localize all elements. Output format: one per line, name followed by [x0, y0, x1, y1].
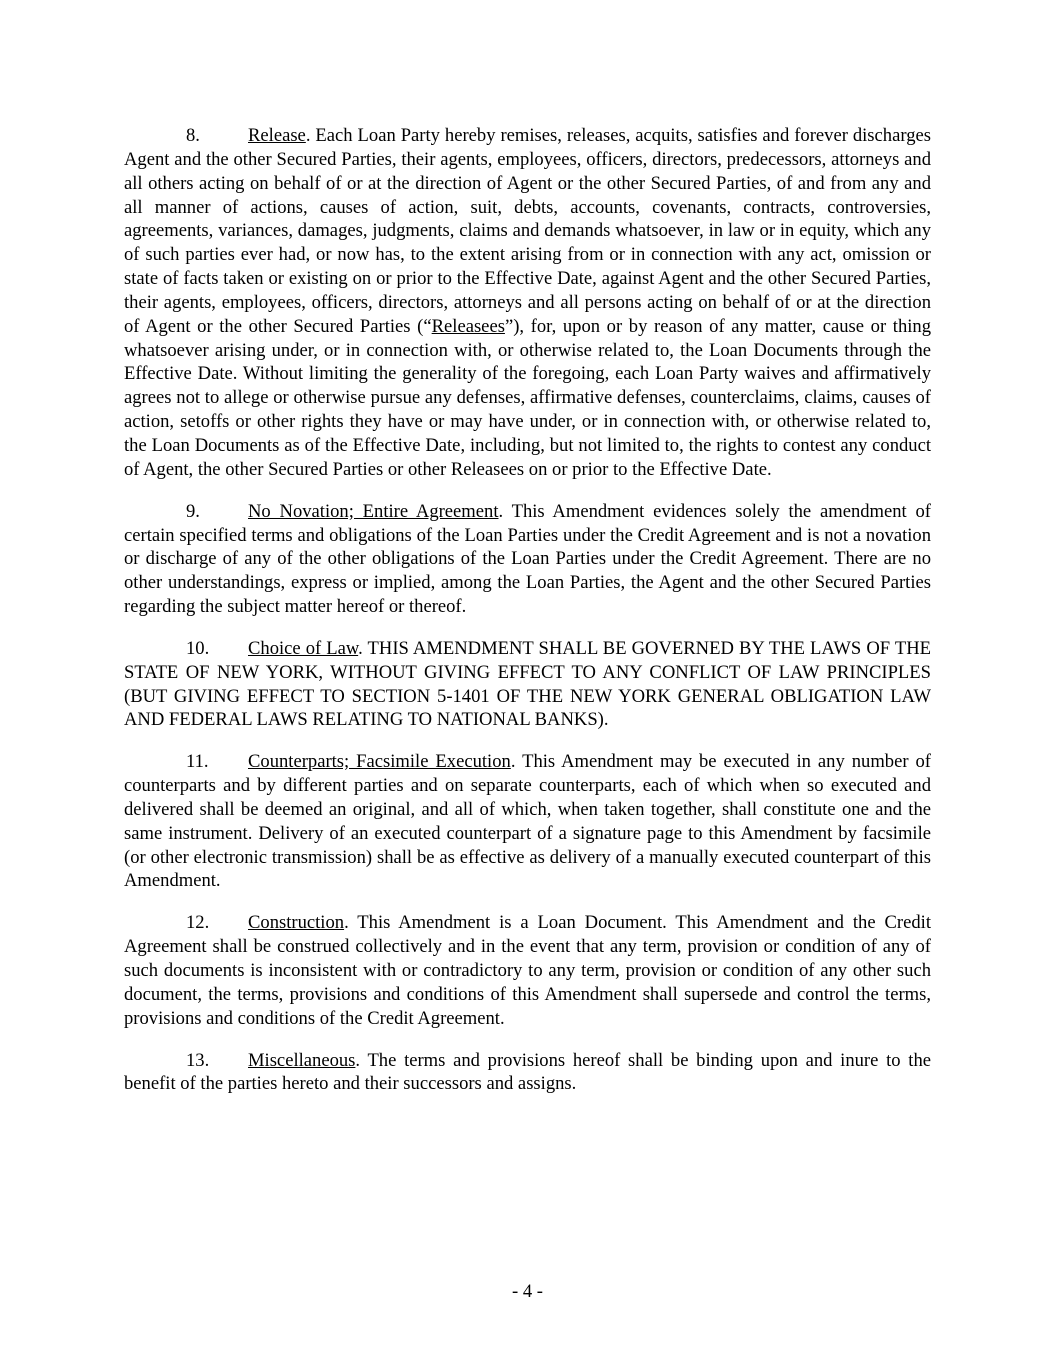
- section-number: 8.: [186, 125, 200, 146]
- document-page: [124, 124, 931, 1114]
- section-text: ”), for, upon or by reason of any matter, cause or thing whatsoever arising under, or in connection with, or otherwise related to, the Loan Documents through the Effective Date. Without limiting the generality of the foregoing, each Loan Party waives and affirmatively agrees not to allege or otherwise pursue any defenses, affirmative defenses, counterclaims, claims, causes of action, setoffs or other rights they have or may have under, or in connection with, or otherwise related to, the Loan Documents as of the Effective Date, including, but not limited to, the rights to contest any conduct of Agent, the other Secured Parties or other Releasees on or prior to the Effective Date.: [124, 315, 932, 480]
- section-text: . Each Loan Party hereby remises, releases, acquits, satisfies and forever discharges Agent and the other Secured Parties, their agents, employees, officers, directors, predecessors, attorneys and all others acting on behalf of or at the direction of Agent or the other Secured Parties, of and from any and all manner of actions, causes of action, suit, debts, accounts, covenants, contracts, controversies, agreements, variances, damages, judgments, claims and demands whatsoever, in law or in equity, which any of such parties ever had, or now has, to the extent arising from or in connection with any act, omission or state of facts taken or existing on or prior to the Effective Date, against Agent and the other Secured Parties, their agents, employees, officers, directors, attorneys and all persons acting on behalf of or at the direction of Agent or the other Secured Parties (“: [124, 125, 931, 337]
- section-text: . This Amendment is a Loan Document. This Amendment and the Credit Agreement shall be construed collectively and in the event that any term, provision or condition of any of such documents is inconsistent with or contradictory to any term, provision or condition of any other such document, the terms, provisions and conditions of this Amendment shall supersede and control the terms, provisions and conditions of the Credit Agreement.: [124, 912, 931, 1029]
- section-number: 11.: [186, 751, 209, 773]
- section-heading: Choice of Law: [248, 637, 359, 659]
- section-10-choice-of-law: [124, 637, 931, 732]
- section-text: . THIS AMENDMENT SHALL BE GOVERNED BY THE LAWS OF THE STATE OF NEW YORK, WITHOUT GIVING EFFECT TO ANY CONFLICT OF LAW PRINCIPLES (BUT GIVING EFFECT TO SECTION 5-1401 OF THE NEW YORK GENERAL OBLIGATION LAW AND FEDERAL LAWS RELATING TO NATIONAL BANKS).: [124, 637, 931, 731]
- section-number: 10.: [186, 637, 210, 659]
- section-11-counterparts: [124, 750, 931, 893]
- section-number: 12.: [186, 912, 210, 934]
- section-heading: Miscellaneous: [248, 1049, 356, 1071]
- section-text: . This Amendment evidences solely the amendment of certain specified terms and obligations of the Loan Parties under the Credit Agreement and is not a novation or discharge of any of the other obligations of the Loan Parties under the Credit Agreement. There are no other understandings, express or implied, among the Loan Parties, the Agent and the other Secured Parties regarding the subject matter hereof or thereof.: [124, 500, 931, 618]
- section-number: 13.: [186, 1049, 210, 1071]
- section-heading: Construction: [248, 912, 345, 934]
- section-13-miscellaneous: [124, 1049, 931, 1097]
- section-9-no-novation: [124, 500, 931, 619]
- section-text: . This Amendment may be executed in any number of counterparts and by different parties and on separate counterparts, each of which when so executed and delivered shall be deemed an original, and all of which, when taken together, shall constitute one and the same instrument. Delivery of an executed counterpart of a signature page to this Amendment by facsimile (or other electronic transmission) shall be as effective as delivery of a manually executed counterpart of this Amendment.: [124, 751, 931, 892]
- section-heading: Counterparts; Facsimile Execution: [248, 751, 511, 773]
- section-heading: Release: [248, 125, 306, 146]
- defined-term-releasees: Releasees: [431, 315, 505, 337]
- section-text: . The terms and provisions hereof shall be binding upon and inure to the benefit of the parties hereto and their successors and assigns.: [124, 1049, 931, 1095]
- section-8-release: [124, 124, 931, 482]
- page-number: - 4 -: [512, 1281, 543, 1302]
- section-number: 9.: [186, 500, 200, 522]
- section-heading: No Novation; Entire Agreement: [248, 500, 499, 522]
- section-12-construction: [124, 911, 931, 1030]
